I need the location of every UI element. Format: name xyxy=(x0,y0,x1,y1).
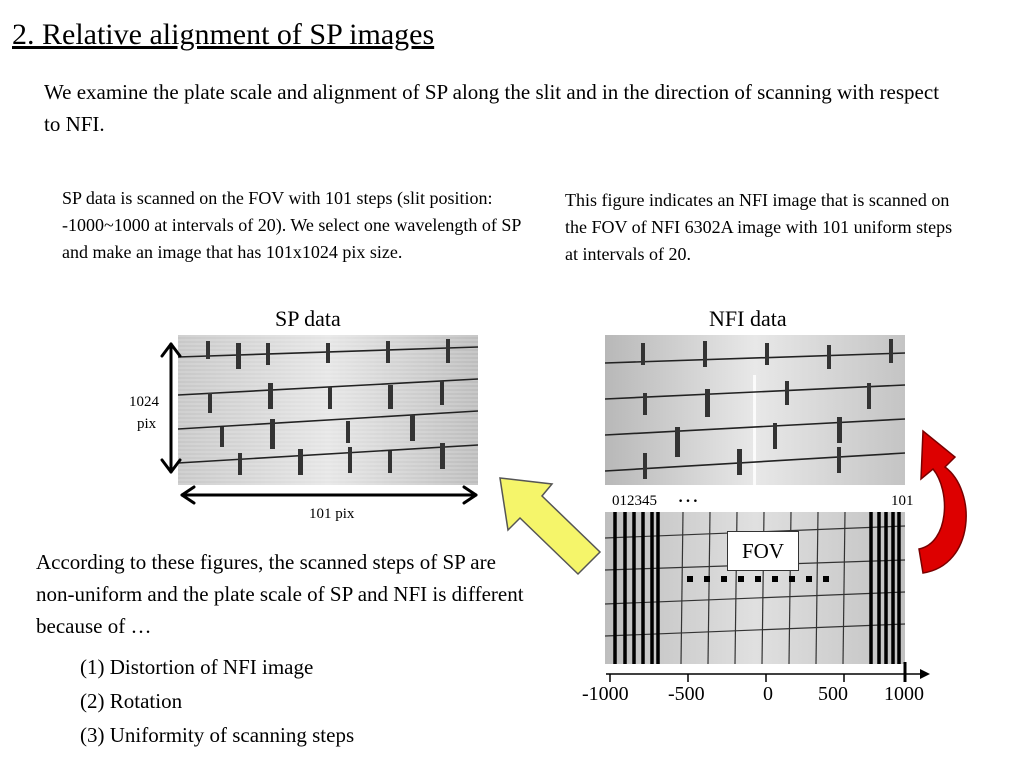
fov-label-box: FOV xyxy=(727,531,799,571)
sp-width-arrow xyxy=(178,484,482,506)
axis-tick-label: -500 xyxy=(668,683,705,705)
step-label-start: 012345 xyxy=(612,493,657,509)
sp-description: SP data is scanned on the FOV with 101 steps (slit position: -1000~1000 at intervals of 20). We select one wavelength of SP and make an image that has 101x1024 pix size. xyxy=(62,188,521,262)
nfi-data-image xyxy=(605,335,905,485)
axis-tick-label: 1000 xyxy=(884,683,924,705)
axis-tick-label: -1000 xyxy=(582,683,629,705)
intro-text: We examine the plate scale and alignment of SP along the slit and in the direction of scanning with respect to NFI. xyxy=(44,80,940,136)
nfi-caption: NFI data xyxy=(709,306,787,331)
reason-item: (3) Uniformity of scanning steps xyxy=(80,723,355,747)
sp-height-label-number: 1024 xyxy=(129,394,159,410)
axis-tick-label: 0 xyxy=(763,683,773,705)
sp-height-arrow xyxy=(158,338,188,478)
red-curved-arrow xyxy=(915,425,995,585)
step-label-end: 101 xyxy=(891,493,914,509)
sp-width-label: 101 pix xyxy=(309,506,355,522)
step-label-ellipsis: … xyxy=(677,482,699,507)
sp-data-image xyxy=(178,335,478,485)
nfi-description: This figure indicates an NFI image that is scanned on the FOV of NFI 6302A image with 101 uniform steps at intervals of 20. xyxy=(565,190,953,264)
reason-list xyxy=(80,650,354,752)
axis-tick-label: 500 xyxy=(818,683,848,705)
sp-caption: SP data xyxy=(275,306,341,331)
sp-height-label-unit: pix xyxy=(137,416,157,432)
page-title: 2. Relative alignment of SP images xyxy=(12,18,435,51)
reason-item: (2) Rotation xyxy=(80,689,183,713)
conclusion-text: According to these figures, the scanned steps of SP are non-uniform and the plate scale of SP and NFI is different because of … xyxy=(36,550,524,638)
reason-item: (1) Distortion of NFI image xyxy=(80,655,314,679)
